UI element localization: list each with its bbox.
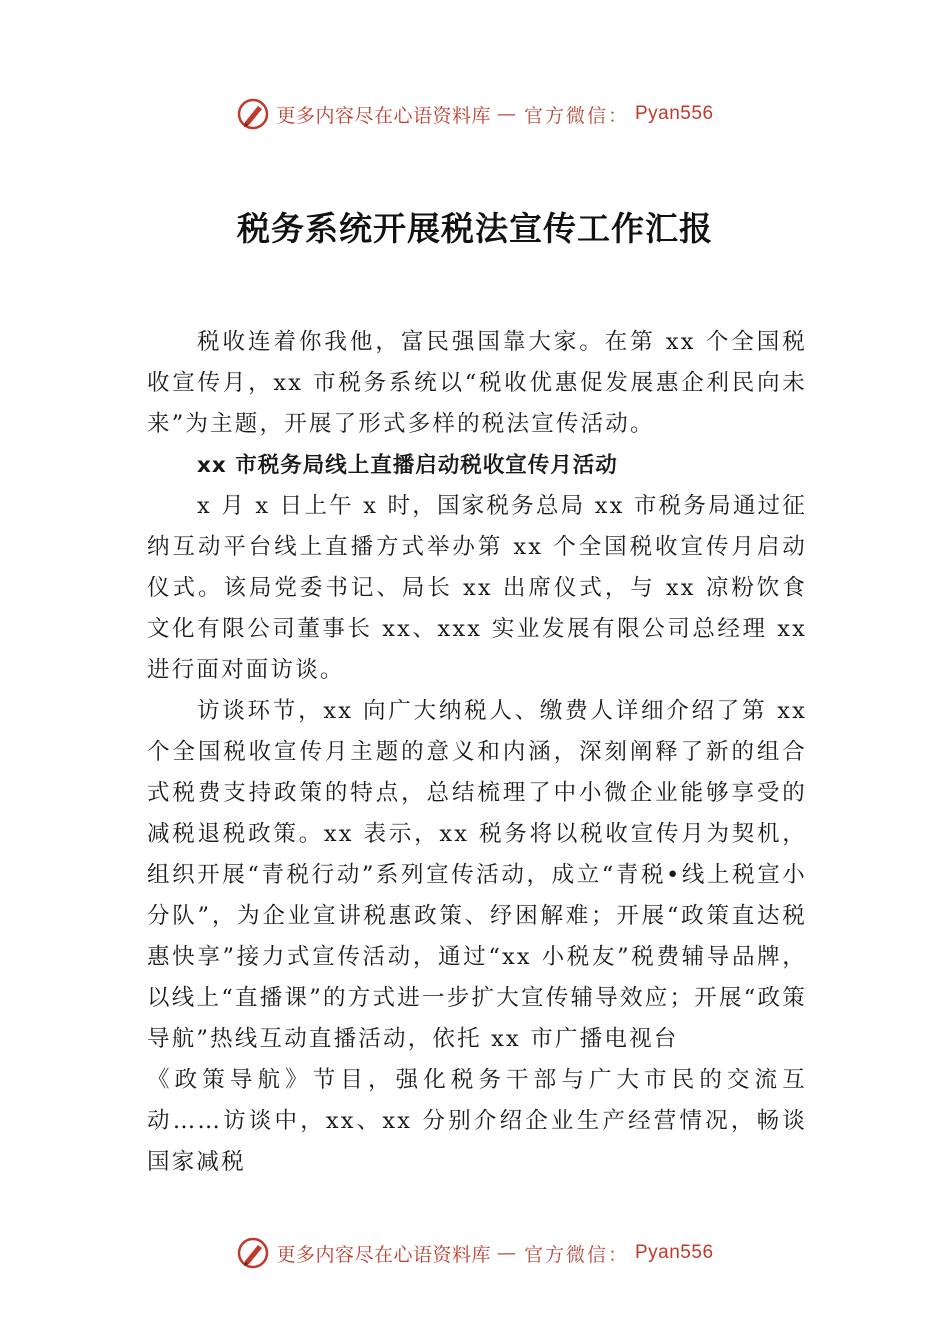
paragraph-program: 《政策导航》节目，强化税务干部与广大市民的交流互动……访谈中，xx、xx 分别介绍企业生产经营情况，畅谈国家减税 xyxy=(147,1067,807,1175)
pen-logo-icon xyxy=(236,97,270,131)
watermark-sub-text: 官方微信： xyxy=(523,1243,629,1266)
paragraph-intro: 税收连着你我他，富民强国靠大家。在第 xx 个全国税收宣传月，xx 市税务系统以“税收优惠促发展惠企利民向未来”为主题，开展了形式多样的税法宣传活动。 xyxy=(147,329,807,437)
paragraph-interview: 访谈环节，xx 向广大纳税人、缴费人详细介绍了第 xx 个全国税收宣传月主题的意义和内涵，深刻阐释了新的组合式税费支持政策的特点，总结梳理了中小微企业能够享受的减税退税政策。xx 表示，xx 税务将以税收宣传月为契机，组织开展“青税行动”系列宣传活动，成立“青税•线上税宣小分队”，为企业宣讲税惠政策、纾困解难；开展“政策直达税惠快享”接力式宣传活动，通过“xx 小税友”税费辅导品牌，以线上“直播课”的方式进一步扩大宣传辅导效应；开展“政策导航”热线互动直播活动，依托 xx 市广播电视台 xyxy=(147,698,807,1052)
footer-watermark xyxy=(0,1233,950,1273)
paragraph-ceremony: x 月 x 日上午 x 时，国家税务总局 xx 市税务局通过征纳互动平台线上直播方式举办第 xx 个全国税收宣传月启动仪式。该局党委书记、局长 xx 出席仪式，与 xx 凉粉饮食文化有限公司董事长 xx、xxx 实业发展有限公司总经理 xx 进行面对面访谈。 xyxy=(147,493,807,683)
watermark-handle: Pyan556 xyxy=(635,103,714,124)
document-title: 税务系统开展税法宣传工作汇报 xyxy=(237,209,713,248)
watermark-dash: — xyxy=(496,1242,518,1264)
pen-logo-icon xyxy=(236,1236,270,1270)
watermark-main-text: 更多内容尽在心语资料库 xyxy=(276,1243,491,1266)
header-watermark xyxy=(0,94,950,134)
document-body xyxy=(147,322,807,1183)
watermark-handle: Pyan556 xyxy=(635,1242,714,1263)
watermark-main-text: 更多内容尽在心语资料库 xyxy=(276,104,491,127)
section-heading: xx 市税务局线上直播启动税收宣传月活动 xyxy=(197,453,618,478)
watermark-sub-text: 官方微信： xyxy=(523,104,629,127)
watermark-dash: — xyxy=(496,103,518,125)
